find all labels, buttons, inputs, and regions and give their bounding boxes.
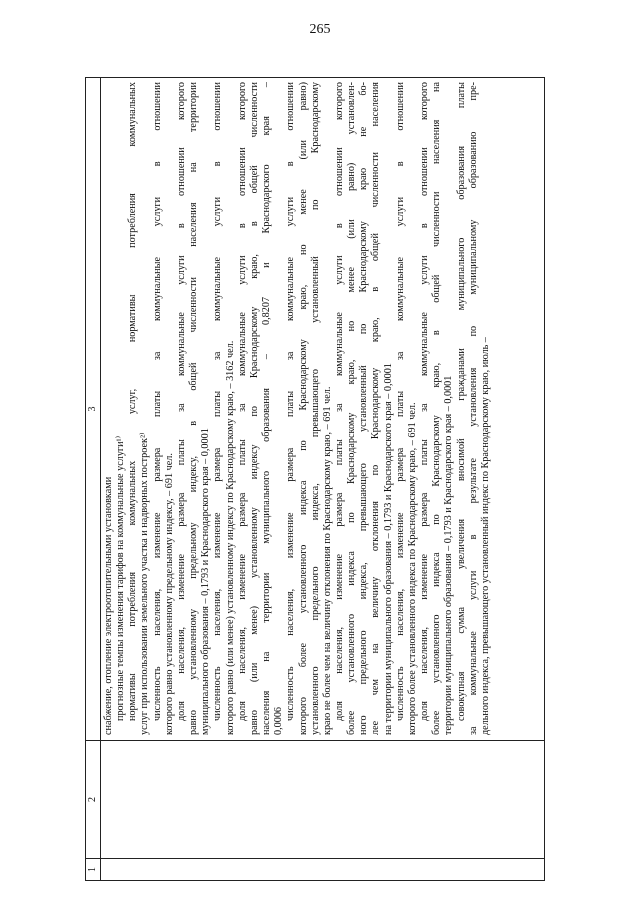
header-cell-3: 3 xyxy=(87,406,98,412)
text-line: которого более установленного индекса по Краснодарскому краю, – 691 чел. xyxy=(406,402,418,735)
text-line: равно установленному предельному индексу, в общей численности населения на территории xyxy=(188,82,200,735)
table-body-row xyxy=(101,78,544,880)
text-line: территории муниципального образования – 0,1793 и Краснодарского края – 0,0001 xyxy=(443,375,455,735)
body-cell-2 xyxy=(101,740,544,858)
header-cell-1: 1 xyxy=(86,858,100,880)
text-line: краю не более чем на величину отклонения по Краснодарскому краю, – 691 чел. xyxy=(321,386,333,735)
text-line: прогнозные темпы изменения тарифов на коммунальные услуги¹⁾ xyxy=(115,435,127,721)
text-line: доля населения, изменение размера платы за коммунальные услуги в отношении которого xyxy=(236,82,248,721)
text-line: доля населения, изменение размера платы за коммунальные услуги в отношении которого xyxy=(419,82,431,721)
text-line: за коммунальные услуги в результате установления по муниципальному образованию пре- xyxy=(467,82,479,735)
text-line: ного предельного индекса, превышающего установленный по Краснодарскому краю не бо- xyxy=(358,82,370,735)
text-line: равно (или менее) установленному индексу по Краснодарскому краю, в общей численности xyxy=(248,82,260,735)
text-line: которого более установленного индекса по Краснодарскому краю, но менее (или равно) xyxy=(297,82,309,735)
text-line: населения на территории муниципального образования – 0,8207 и Краснодарского края – xyxy=(261,82,273,735)
text-line: нормативы потребления коммунальных услуг, нормативы потребления коммунальных xyxy=(127,82,139,721)
text-line: 0,0006 xyxy=(273,706,285,735)
text-line: более установленного индекса по Краснодарскому краю, в общей численности населения на xyxy=(431,82,443,735)
text-line: установленного предельного индекса, превышающего установленный по Краснодарскому xyxy=(309,82,321,735)
text-line: услуг при использовании земельного участка и надворных построек²⁾ xyxy=(139,432,151,735)
text-line: дельного индекса, превышающего установленный индекс по Краснодарскому краю, июль – xyxy=(479,337,491,735)
text-line: лее чем на величину отклонения по Краснодарскому краю, в общей численности населения xyxy=(370,82,382,735)
text-line: на территории муниципального образования – 0,1793 и Краснодарского края – 0,0001 xyxy=(382,363,394,735)
text-line: которого равно (или менее) установленному индексу по Краснодарскому краю, – 3162 чел. xyxy=(224,340,236,735)
text-line: численность населения, изменение размера платы за коммунальные услуги в отношении xyxy=(151,82,163,721)
text-line: которого равно установленному предельному индексу, – 691 чел. xyxy=(163,453,175,735)
text-line: численность населения, изменение размера платы за коммунальные услуги в отношении xyxy=(285,82,297,721)
body-cell-3-text xyxy=(101,78,544,740)
header-cell-2: 2 xyxy=(86,740,100,858)
text-line: численность населения, изменение размера платы за коммунальные услуги в отношении xyxy=(212,82,224,721)
text-line: совокупная сумма увеличения вносимой гражданами муниципального образования платы xyxy=(455,82,467,721)
text-line: муниципального образования – 0,1793 и Краснодарского края – 0,0001 xyxy=(200,428,212,735)
page-number: 265 xyxy=(309,22,331,37)
text-line: более установленного индекса по Краснодарскому краю, но менее (или равно) установлен- xyxy=(346,82,358,735)
text-line: доля населения, изменение размера платы за коммунальные услуги в отношении которого xyxy=(333,82,345,721)
data-table xyxy=(85,77,545,881)
body-cell-1 xyxy=(101,858,544,880)
text-line: доля населения, изменение размера платы за коммунальные услуги в отношении которого xyxy=(175,82,187,721)
rotated-table-area xyxy=(85,77,545,881)
table-header-row xyxy=(86,78,101,880)
text-line: численность населения, изменение размера платы за коммунальные услуги в отношении xyxy=(394,82,406,721)
text-line: снабжение, отопление электроотопительными установками xyxy=(103,476,114,735)
